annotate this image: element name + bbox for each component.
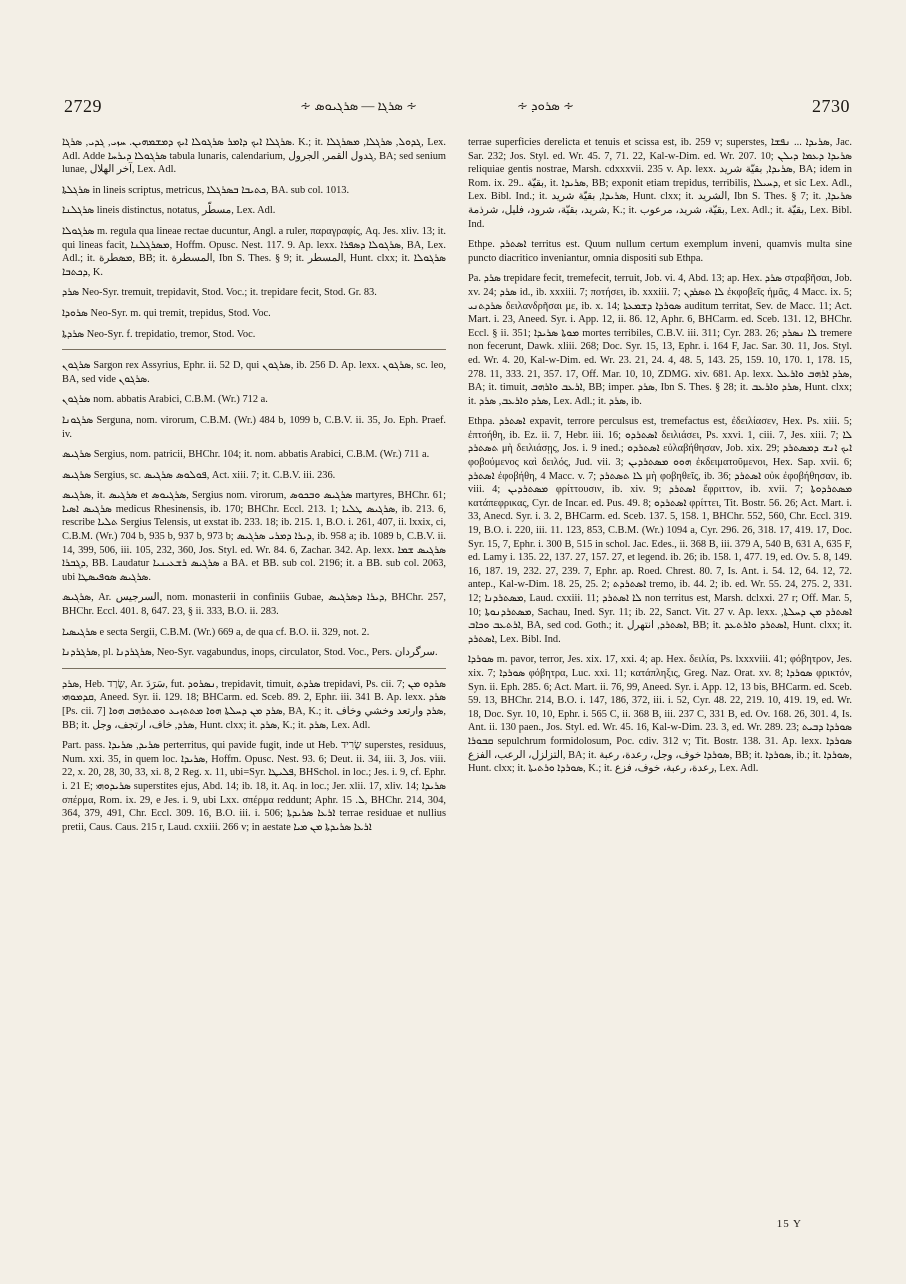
right-header	[457, 96, 850, 117]
entry-separator	[62, 349, 446, 351]
left-page-number: 2729	[64, 95, 102, 116]
dictionary-entry: ܣܪܓܝܣ, it. ܣܪܓܝܣ et ܣܪܓܝܘܣ, Sergius nom. virorum, ܣܪܓܝܣ ܘܒܟܘܣ martyres, BHChr. 61; ܣܪܓܝܣ ܐܣܝܐ medicus Rhesinensis, ib. 170; BHChr. Eccl. 213. 1; ܣܪܓܝܣ ܛܠܝܐ, ib. 213. 6, rescribe ܬܠܝܐ Sergius Telensis, ut exstat ib. 233. 18; ib. 215. 1, B.O. i. 261, 407, ii. lxxix, ci, C.B.M. (Wr.) 704 b, 935 b, 937 b, 973 b; ܕܝܪܐ ܕܡܪܝ ܣܪܓܝܣ, ib. 958 a; ib. 1089 b, C.B.V. ii. 14, 399, 506, iii. 105, 232, 360, Jos. Styl. ed. Wr. 84. 6, Zachar. 342. Ap. lexx. ܣܪܓܝܣ ܫܡܐ ܕܓܒܪܐ, BB. Laudatur ܣܪܓܝܣ ܪܫܥܝܢܝܐ a BA. et BB. sub col. 2196; it. a BB. sub col. 2063, ubi ܣܪܓܝܣ ܣܘܦܝܣܛܐ.	[62, 490, 446, 583]
right-page-number: 2730	[812, 95, 850, 116]
dictionary-entry: Part. pass. ܣܪܝܕ, ܣܪܝܕܐ perterritus, qui pavide fugit, inde ut Heb. שָׂרִיד superstes, residuus, Num. xxi. 35, in quem loc. ܣܪܝܕܐ, Hoffm. Opusc. Nest. 93. 6; Deut. ii. 34, iii. 3, Jos. viii. 22, x. 20, 28, 30, 33, xi. 8, 2 Reg. x. 11, ubi=Syr. ܦܠܝܛܐ, BHSchol. in loc.; Jes. i. 9, cf. Ephr. i. 21 E; ܣܪܝܕܘܗܝ superstites ejus, Abd. 14; ib. 18, it. Aq. in loc.; Jer. xlii. 17, xliv. 14; ܣܪܝܕܐ σπέρμα, Rom. ix. 29, e Jes. i. 9, ubi Lxx. σπέρμα reddunt; Aphr. ܠ. 15, BHChr. 214, 304, 364, 379, 491, Chr. Eccl. 309. 16, B.O. iii. i. 506; ܐܪܥܐ ܣܪܝܕܬܐ terrae residuae et nullius pretii, Caus. Caus. 215 r, Laud. cxxiii. 266 v; in aestate ܐܪܥܐ ܣܪܝܕܬܐ ܡܢ ܡܝܐ	[62, 740, 446, 833]
dictionary-entry: Ethpe. ܐܣܬܪܕ territus est. Quum nullum certum exemplum inveni, quamvis multa sine puncto diacritico inveniantur, omnia dispositi sub Ethpa.	[468, 239, 852, 264]
page-header	[64, 92, 850, 120]
dictionary-entry: ܣܪܓܪܕܢܐ, pl. ܣܪܓܪܕܢܐ, Neo-Syr. vagabundus, inops, circulator, Stod. Voc., Pers. سرگردان.	[62, 647, 438, 659]
dictionary-entry: Pa. ܣܪܕ trepidare fecit, tremefecit, terruit, Job. vi. 4, Abd. 13; ap. Hex. ܣܪܕ στραβῆσαι, Job. xv. 24; ܣܪܕ id., ib. xxxiii. 7; ποτήσει, ib. xxxiii. 7; ܠܐ ܬܣܪܕܢ ἐκφοβεῖς ἡμᾶς, 4 Macc. ix. 5; ܣܪܕܬܢܝ δειλανδρῆσαι με, ib. x. 14; ܣܘܪܕܐ ܕܫܡܥܬܐ auditum territat, Sev. de Macc. 11; Act. Mart. i. 23, Aneed. Syr. i. App. 12, ii. 86. 12, Aphr. 6, BHCarm. ed. Sceb. 131. 12, BHChr. Eccl. § ii. 351; ܡܘܬܐ ܣܪܝܕܐ mortes terribiles, C.B.V. iii. 311; Cyr. 283. 26; ܠܐ ܢܣܪܕ tremere non fecerunt, Dawk. xliii. 268; Doc. Syr. 15, 13, Ephr. i. 164 F, Jac. Sar. 30. 11, Jos. Styl. ed. Wr. 4. 20, Kal-w-Dim. ed. Wr. 23. 21, 24. 4, 48. 5, 143. 25, 159. 10, 170. 1, 178. 15, 278. 11, 333. 21, 357. 17, Off. Mar. 10, 10, ZDMG. xiv. 681. Ap. lexx. ܣܪܕ ܐܪܗܒ ܘܐܪܥܠ, BA; it. timuit, ܐܪܥܒ ܘܐܪܗܒ, BB; imper. ܣܪܕ, Ibn S. Thes. § 28; it. ܣܪܕ ܘܐܪܥܒ, Hunt. clxx; it. ܣܪܕ ܘܐܪܥܒ, ܣܪܕ, Lex. Adl.; it. ܣܪܕ, ib.	[468, 273, 852, 407]
dictionary-entry: ܣܪܓܘܢ nom. abbatis Arabici, C.B.M. (Wr.) 712 a.	[62, 394, 268, 406]
dictionary-entry: ܣܪܓܝܣܝܐ e secta Sergii, C.B.M. (Wr.) 669 a, de qua cf. B.O. ii. 329, not. 2.	[62, 626, 370, 638]
dictionary-entry: terrae superficies derelicta et tenuis et scissa est, ib. 259 v; superstes, ܣܪܝܕܐ ... ܢܦܫܐ, Jac. Sar. 232; Jos. Styl. ed. Wr. 45. 7, 71. 22, Kal-w-Dim. ed. Wr. 207. 10; ܣܪܝܕܐ ܕܥܡܐ ܕܝܠܢ reliquiae gentis nostrae, Marsh. cdxxxvii. 235 v. Ap. lexx. ܣܪܝܕܐ, بقيّة شريد, BA; idem in Rom. ix. 29.. بقيّة, it. ܣܪܝܕܐ, BB; exponit etiam trepidus, terribilis, ܕܚܝܠܐ, et sic Lex. Adl., Lex. Bibl. Ind.; it. ܣܪܝܕܐ, بقيّة شريد, Hunt. clxx; it. الشريد, Ibn S. Thes. § 7; it. ܣܪܝܕܐ, شريد، بقيّة، شرود، فليل، شرذمة, K.; it. بقيّة، شريد، مرعوب, Lex. Adl.; it. بقيّة, Lex. Bibl. Ind.	[468, 137, 852, 230]
dictionary-entry: ܣܪܘܕܐ Neo-Syr. m. qui tremit, trepidus, Stod. Voc.	[62, 307, 271, 319]
dictionary-entry: ܣܪܓܠܐ ܐܝܟ ܕܐܡܪ ܣܪܓܘܠܐ ܐܝܟ ܕܡܫܡܗܝܢ. ܚܙܝ, ܓܕܝ, ܣܪܓܐ. K.; it. ܓܕܘܠ, ܣܪܓܠܐ, ܡܣܪܓܠܐ, Lex. Adl. Adde ܣܪܓܘܠܐ ܕܝܪܚܐ tabula lunaris, calendarium, ܓدول القمر, الجرول, BA; sed senium lunae, آخر الهلال, Lex. Adl.	[62, 137, 446, 176]
left-running-head: ∻ ܣܪܓܐ ― ܣܪܓܝܘܣ ∻	[300, 98, 417, 113]
dictionary-entry: ܣܪܓܝܣ Sergius, nom. patricii, BHChr. 104; it. nom. abbatis Arabici, C.B.M. (Wr.) 711 a.	[62, 449, 430, 461]
dictionary-entry: ܣܪܓܝܣ Sergius, sc. ܦܘܠܘܣ ܣܪܓܝܣ, Act. xiii. 7; it. C.B.V. iii. 236.	[62, 469, 336, 481]
dictionary-entry: ܣܪܓܠܢܐ lineis distinctus, notatus, مسطّر, Lex. Adl.	[62, 205, 276, 217]
dictionary-entry: ܣܪܓܘܢ Sargon rex Assyrius, Ephr. ii. 52 D, qui ܣܪܓܘܢ, ib. 256 D. Ap. lexx. ܣܪܓܘܢ, sc. leo, BA, sed vide ܣܪܓܘܢ.	[62, 360, 446, 385]
text-columns	[62, 136, 852, 1214]
dictionary-entry: ܣܘܪܕܐ m. pavor, terror, Jes. xix. 17, xxi. 4; ap. Hex. δειλία, Ps. lxxxviii. 41; φόβητρον, Jes. xix. 7; ܣܘܪܕܐ φόβητρα, Luc. xxi. 11; κατάπληξις, Greg. Naz. Orat. xv. 8; ܣܘܪܕܐ φρικτόν, Syn. ii. Eph. 285. 6; Act. Mart. ii. 76, 99, Aneed. Syr. i. App. 12, 13 bis, BHCarm. ed. Sceb. 59. 13, BHChr. 214, B.O. i. 147, 186, 372, iii. i. 52, Cyr. 48. 22, 219. 10, 419. 19, ed. Wr. 18, Doc. Syr. 10, 10, Ephr. i. 565 C, ii. 368 B, iii. 237 C, 331 B, ed. Ov. 168. 26, 301. 4, Is. Ant. ii. 130 paen., Jos. Styl. ed. Wr. 45. 16, Kal-w-Dim. 23. 3, ed. Wr. 289. 23; ܣܘܪܕܐ ܕܒܝܬ ܩܒܘܪܐ sepulchrum formidolosum, Poc. cdiv. 312 v; Tit. Bostr. 138. 31. Ap. lexx. ܣܘܪܕܐ التزلزل، الرعب، الفزع, BA; it. ܣܘܪܕܐ خوف، وجل، رعدة، رعبة, BB; it. ܣܘܪܕܐ, ib.; it. ܣܘܪܕܐ, Hunt. clxx; it. ܣܘܪܕܐ ܘܪܬܝܬܐ, K.; it. رعدة، رعبة، خوف، فزع, Lex. Adl.	[468, 654, 852, 775]
dictionary-entry: ܣܪܕ, Heb. שָׂרַד, Ar. سَرَدَ, fut. ܢܣܪܘܕ, trepidavit, timuit, ܣܪܕܬ trepidavi, Ps. cii. 7; ܣܪܕܘ ܡܢ ܩܕܡܘܗܝ, Aneed. Syr. ii. 129. 18; BHCarm. ed. Sceb. 89. 2, Ephr. iii. 341 B. Ap. lexx. ܣܪܕ [Ps. cii. 7] ܣܪܕ ܡܢ ܕܚܠܬܐ ܗܘܐ ܡܬܬܙܝܥ ܘܡܬܪܗܒ ܗܘܐ, BA, K.; it. ܣܪܕ وارتعد وخشي وخاف, BB; it. ܣܪܕ, خاف، ارتجف، وجل, Hunt. clxx; it. ܣܪܕ, K.; it. ܣܪܕ, Lex. Adl.	[62, 678, 446, 731]
entry-separator	[62, 668, 446, 670]
dictionary-entry: ܣܪܕ Neo-Syr. tremuit, trepidavit, Stod. Voc.; it. trepidare fecit, Stod. Gr. 83.	[62, 287, 377, 299]
dictionary-entry: ܣܪܓܘܢܐ Serguna, nom. virorum, C.B.M. (Wr.) 484 b, 1099 b, C.B.V. ii. 35, Jo. Eph. Praef. iv.	[62, 414, 446, 440]
dictionary-entry: ܣܪܕܬܐ Neo-Syr. f. trepidatio, tremor, Stod. Voc.	[62, 328, 256, 340]
dictionary-entry: ܣܪܓܠܬܐ in lineis scriptus, metricus, ܟܬܝܒܐ ܒܣܪܓܠܐ, BA. sub col. 1013.	[62, 184, 350, 196]
left-header	[64, 96, 457, 117]
dictionary-entry: Ethpa. ܐܣܬܪܕ expavit, terrore perculsus est, tremefactus est, ἐδειλίασεν, Hex. Ps. xiii. 5; ἐπτοήθη, ib. Ez. ii. 7, Hebr. iii. 16; ܐܣܬܪܕܘ δειλιάσει, Ps. xxvi. 1, ciii. 7, Jes. xiii. 7; ܠܐ ܬܣܬܪܕ μὴ δειλιάσῃς, Jos. i. 9 ined.; ܐܣܬܪܕܘ εὐλαβήθησαν, Job. xix. 29; ܐܝܟ ܐܢܫ ܕܡܣܬܪܕ φοβούμενος καὶ δειλός, Jud. vii. 3; ܗܘܘ ܡܣܬܪܕܝܢ ἐκδειματοῦμενοι, Hex. Sap. xvii. 6; ܐܣܬܪܕ ἐφοβήθη, 4 Macc. v. 7; ܠܐ ܬܣܬܪܕ μὴ φοβηθεῖς, ib. 36; ܐܣܬܪܕ οὐκ ἐφοβήθησαν, ib. viii. 4; ܡܣܬܪܕܝܢ φρίττουσιν, ib. xiv. 9; ܐܣܬܪܕ ἔφριττον, ib. xvii. 7; ܡܣܬܪܕܘܬܐ κατάπεφρικας, Cyr. de Incar. ed. Pus. 49. 8; ܐܣܬܪܕܘ φρίττει, Tit. Bostr. 56. 26; Act. Mart. i. 33, Anecd. Syr. i. 3. 2, BHCarm. ed. Sceb. 137. 5, 158. 1, BHChr. 552, 560, Chr. Eccl. 319. 19, B.O. i. 220, iii. 11. 123, 853, C.B.M. (Wr.) 1094 a, Cyr. 296. 26, 318. 17, 419. 17, Doc. Syr. 15, 7, Ephr. i. 300 B, 515 in schol. Jac. Edes., ii. 368 B, iii. 379 A, 540 B, 631 A, 635 F, ed. Lamy i. 135. 22, 137. 27, 157. 27, et legend. ib. 26; ib. 158. 1, 477. 19, ed. Ov. 5. 8, 149. 16, 187. 19, 232. 27, 239. 7, Ephr. ap. Roed. Chrest. 80. 7, Is. Ant. i. 54. 12, 64. 12, 72. antep., Kal-w-Dim. 18. 25, 25. 2; ܐܣܬܪܕܬ tremo, ib. 44. 2; ib. ed. Wr. 55. 24, 275. 2, 331. 12; ܡܣܬܪܕܢܐ, Laud. cxxiii. 11; ܠܐ ܐܣܬܪܕ non territus est, Marsh. dclxxi. 27 r; Off. Mar. 5, 10; ܡܣܬܪܕܢܘܬܐ, Sachau, Ined. Syr. 11; ib. 22, Sanct. Vit. 27 v. Ap. lexx. ܐܣܬܪܕ ܡܢ ܕܚܠܬܐ, ܐܪܬܥܒ ܘܟܐܒ, BA, sed cod. Goth.; it. ܐܣܬܪܕ, انتهرل, BB; it. ܐܣܬܪܕ ܘܐܪܬܥܕ, Hunt. clxx; it. ܐܣܬܪܕ, Lex. Bibl. Ind.	[468, 416, 852, 645]
right-running-head: ∻ ܣܪܘܕ ∻	[517, 98, 574, 113]
dictionary-entry: ܣܪܓܘܠܐ m. regula qua lineae rectae ducuntur, Angl. a ruler, παραγραφίς, Aq. Jes. xliv. 13; it. qui lineas facit, ܡܣܪܓܠܢܐ, Hoffm. Opusc. Nest. 117. 9. Ap. lexx. ܣܪܓܘܠܐ ܕܣܦܪܐ, BA, Lex. Adl.; it. ܡܣطرة, BB; it. المسطرة, Ibn S. Thes. § 9; it. المسطر, Hunt. clxx; it. ܣܪܓܘܠܐ ܕܟܬܒܐ, K.	[62, 225, 446, 278]
right-column	[468, 136, 852, 1214]
signature-mark: 15 Y	[776, 1218, 802, 1230]
dictionary-entry: ܣܪܓܝܣ, Ar. السرجيس, nom. monasterii in confiniis Gubae, ܕܝܪܐ ܕܣܪܓܝܣ, BHChr. 257, BHChr. Eccl. 401. 8, 647. 23, § ii. 333, B.O. ii. 283.	[62, 592, 446, 618]
left-column	[62, 136, 446, 1214]
